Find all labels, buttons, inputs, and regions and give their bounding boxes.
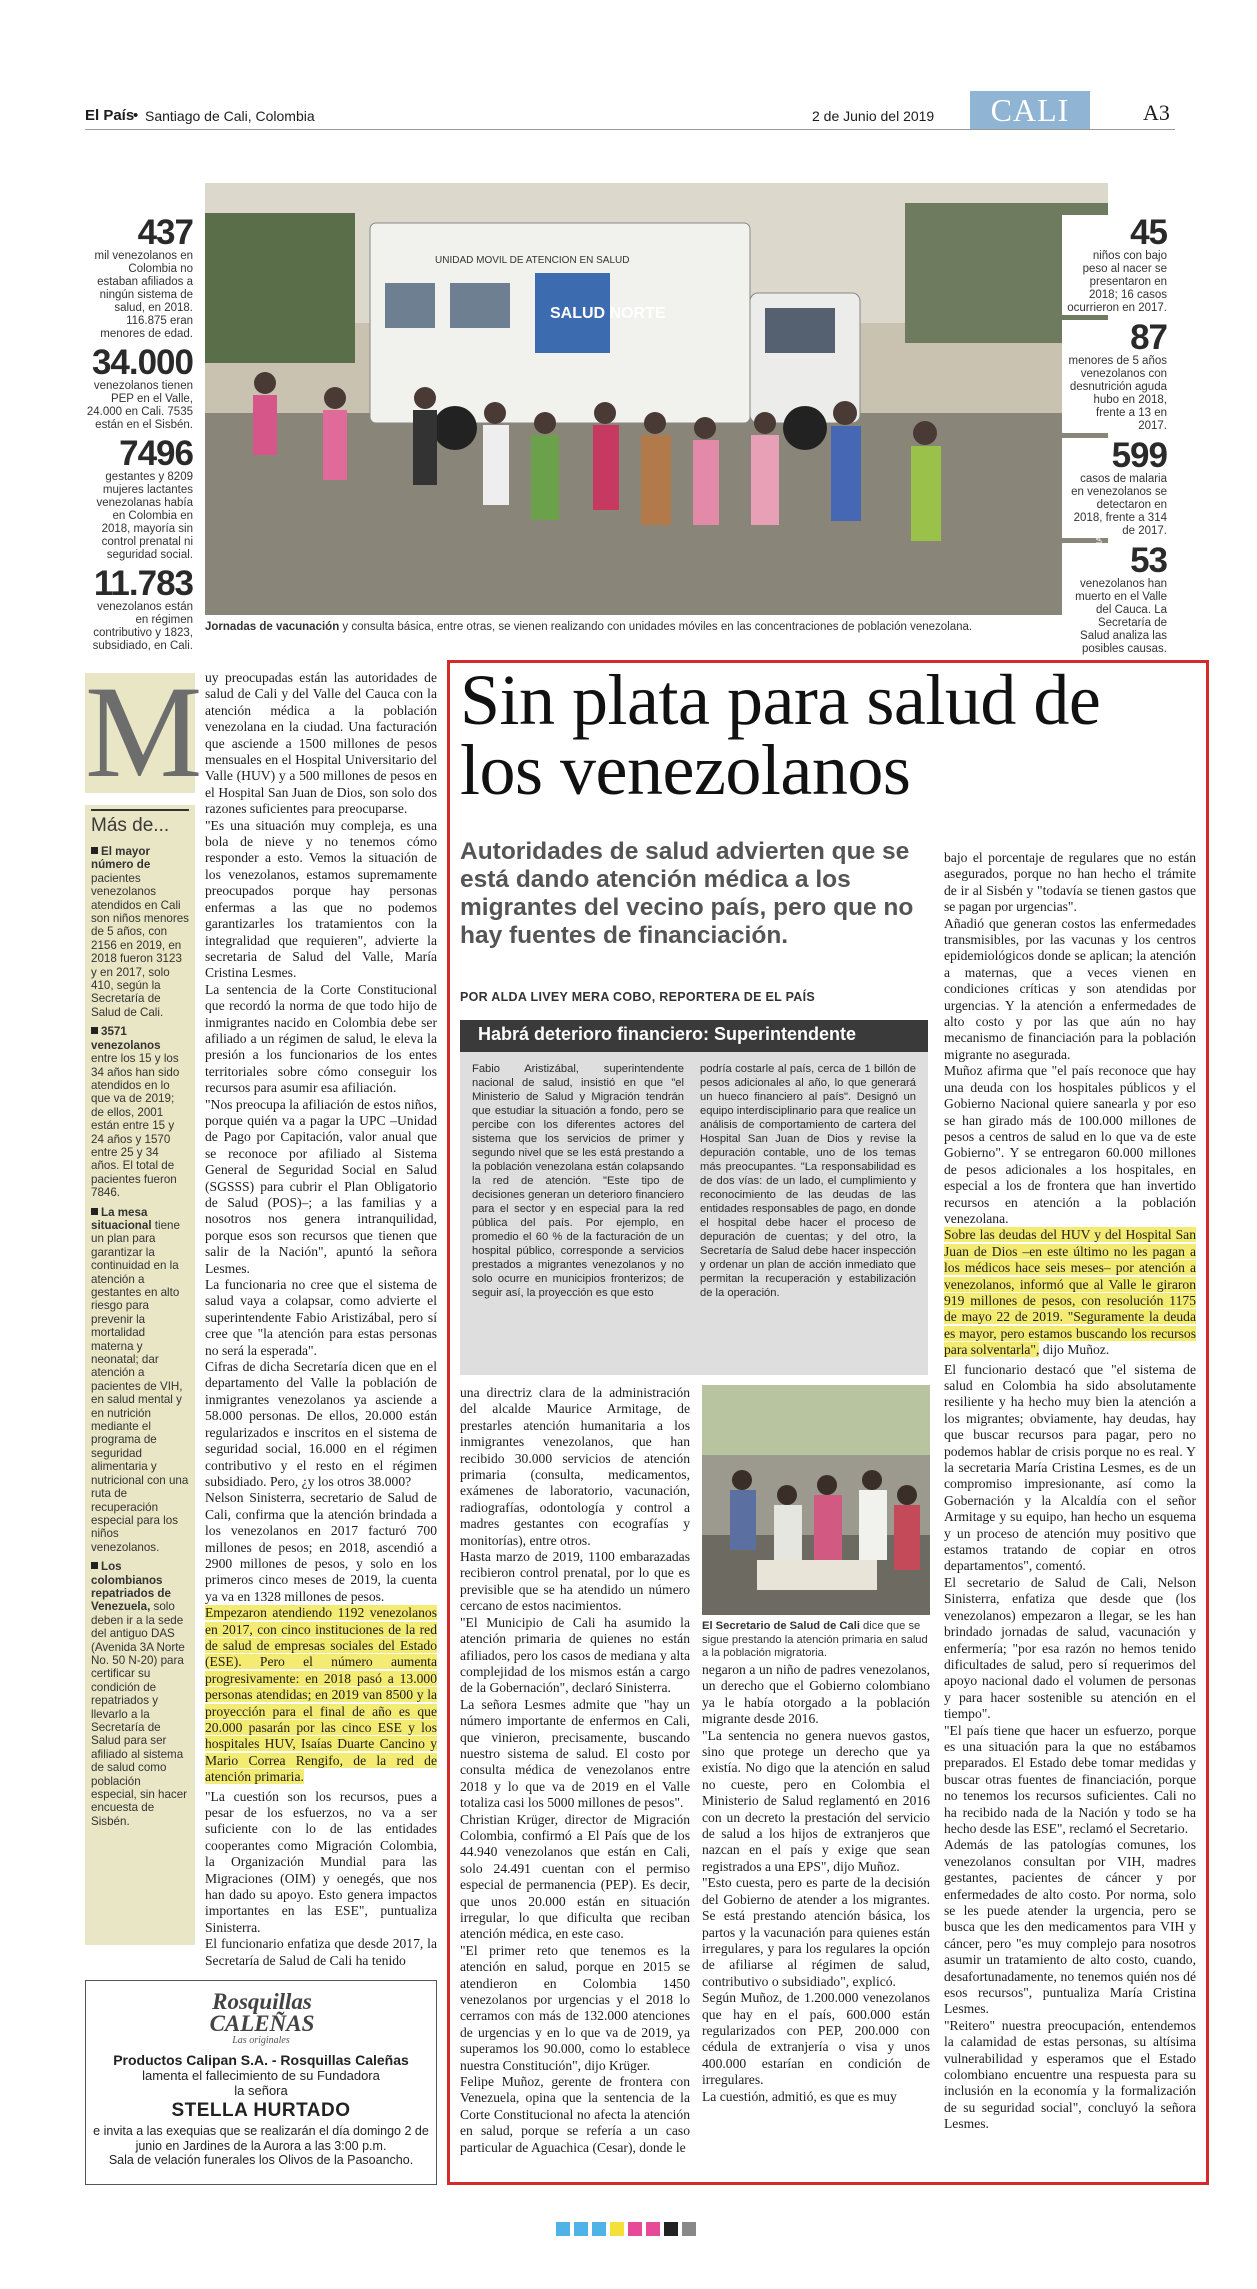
more-sidebar [85, 805, 195, 1945]
ad-line-3: e invita a las exequias que se realizarán el día domingo 2 de junio en Jardines de la Aurora a las 3:00 p.m. [93, 2124, 429, 2153]
article-column-a: una directriz clara de la administración del alcalde Maurice Armitage, de prestarles atención humanitaria a los inmigrantes venezolanos, que han recibido 30.000 servicios de atención primaria (consulta, medicamentos, exámenes de laboratorio, vacunación, radiografías, odontología y control a madres gestantes con ecografías y monitorías), entre otros. Hasta marzo de 2019, 1100 embarazadas recibieron control prenatal, por lo que es previsible que se ha atendido un número cercano de estos nacimientos. "El Municipio de Cali ha asumido la atención primaria de quienes no están afiliados, pero los casos de mediana y alta complejidad de los mismos están a cargo de la Gobernación", declaró Sinisterra. La señora Lesmes admite que "hay un número importante de enfermos en Cali, que vinieron, precisamente, buscando nuestro sistema de salud. El costo por consulta médica de venezolanos entre 2018 y lo que va de 2019 en el Valle totaliza casi los 5000 millones de pesos". Christian Krüger, director de Migración Colombia, confirmó a El País que de los 44.940 venezolanos que están en Cali, solo 24.491 cuentan con el permiso especial de permanencia (PEP). Es decir, que unos 20.000 están en situación irregular, lo que dificulta que reciban atención médica, en este caso. "El primer reto que tenemos es la atención en salud, porque en 2015 se atendieron en Colombia 1450 venezolanos por urgencias y el 2018 lo cerramos con más de 132.000 atenciones de urgencias y en lo que va de 2019, ya superamos los 90.000, como lo establece nuestra Constitución", dijo Krüger. Felipe Muñoz, gerente de frontera con Venezuela, opina que la sentencia de la Corte Constitucional no afecta la atención en salud, porque se refería a un caso particular de Aguachica (Cesar), donde le [460, 1385, 690, 2155]
secretary-photo [702, 1385, 930, 1615]
headline: Sin plata para salud de los venezolanos [460, 660, 1101, 810]
header-location: Santiago de Cali, Colombia [145, 108, 315, 124]
sidebar-item: La mesa situacional tiene un plan para garantizar la continuidad en la atención a gestantes en alto riesgo para prevenir la mortalidad materna y neonatal; dar atención a pacientes de VIH, en salud mental y en nutrición mediante el programa de seguridad alimentaria y nutricional con una ruta de recuperación especial para los niños venezolanos. [91, 1205, 189, 1554]
sidebar-item: El mayor número de pacientes venezolanos atendidos en Cali son niños menores de 5 años, con 2156 en 2019, en 2018 fueron 3123 y en 2017, solo 410, según la Secretaría de Salud de Cali. [91, 845, 189, 1019]
color-swatch [646, 2222, 660, 2236]
stat-599: 599 casos de malaria en venezolanos se detectaron en 2018, frente a 314 de 2017. [1062, 438, 1167, 538]
dropcap: M [85, 658, 203, 805]
photo-caption-bold: Jornadas de vacunación [205, 621, 340, 633]
article-column-c: bajo el porcentaje de regulares que no están asegurados, porque no han hecho el trámite de ir al Sisbén y "todavía se tienen gastos que se pagan por urgencias". Añadió que generan costos las enfermedades transmisibles, por las vacunas y los centros epidemiológicos donde se aplican; la atención a maternas, que a veces vienen en condiciones críticas y son atendidas por urgencias. Y la atención a enfermedades de alto costo y por las que aún no hay mecanismo de financiación para la población migrante no asegurada. Muñoz afirma que "el país reconoce que hay una deuda con los hospitales públicos y el Gobierno Nacional quiere sanearla y por eso se han girado más de 100.000 millones de pesos a centros de salud en lo que va de este Gobierno". Y se entregaron 60.000 millones de pesos adicionales a los hospitales, en especial a los de frontera que han invertido recursos en atención a la población venezolana. Sobre las deudas del HUV y del Hospital San Juan de Dios –en este último no les pagan a los médicos hace seis meses– por atención a venezolanos, informó que al Valle le giraron 919 millones de pesos, con resolución 1175 de mayo 22 de 2019. "Seguramente la deuda es mayor, pero estamos buscando los recursos para solventarla", dijo Muñoz. El funcionario destacó que "el sistema de salud en Colombia ha sido absolutamente resiliente y ha hecho muy bien la atención a los migrantes; obviamente, hay deudas, hay que buscar recursos para pagar, pero no podemos hablar de crisis porque no es real. Y la secretaria María Cristina Lesmes, es de un compromiso impresionante, así como la Gobernación y la Alcaldía con el señor Armitage y su equipo, han hecho un esquema y un proceso de atención muy positivo que estamos tratando de copiar en otros departamentos", comentó. El secretario de Salud de Cali, Nelson Sinisterra, enfatiza que desde que (los venezolanos) empezaron a llegar, se les han brindado jornadas de salud, vacunación y enfermería; "por esa razón no hemos tenido dificultades de salud, pero sí requerimos del apoyo nacional dado el volumen de personas y para hacer sostenible su atención en el tiempo". "El país tiene que hacer un esfuerzo, porque es una situación para la que no estábamos preparados. El Estado debe tomar medidas y buscar otras fuentes de financiación, porque no tenemos los recursos suficientes. Cali no ha recibido nada de la Nación y todo se ha hecho desde las ESE", reclamó el Secretario. Además de las patologías comunes, los venezolanos consultan por VIH, madres gestantes, pacientes de cáncer y por enfermedades de alto costo. Por norma, solo se les puede atender la urgencia, pero se busca que les den medicamentos para VIH y cáncer, pero "es muy complejo para nosotros asumir un tratamiento de alto costo, cuando, desafortunadamente, no tenemos quién nos dé esos recursos", puntualiza María Cristina Lesmes. "Reitero" nuestra preocupación, entendemos la calamidad de estas personas, su altísima vulnerabilidad y esperamos que el Estado colombiano encuentre una respuesta para su inclusión en la economía y la formalización de su seguridad social", concluyó la señora Lesmes. [944, 850, 1196, 2132]
sidebar-title: Más de... [91, 809, 189, 837]
subhead: Autoridades de salud advierten que se está dando atención médica a los migrantes del vecino país, pero que no hay fuentes de financiación. [460, 838, 914, 949]
sidebar-item: Los colombianos repatriados de Venezuela, solo deben ir a la sede del antiguo DAS (Avenida 3A Norte No. 50 N-20) para certificar su condición de repatriados y llevarlo a la Secretaría de Salud para ser afiliado al sistema de salud como población especial, sin hacer encuesta de Sisbén. [91, 1560, 188, 1828]
ad-company: Productos Calipan S.A. - Rosquillas Caleñas [113, 2052, 409, 2068]
stat-34000: 34.000 venezolanos tienen PEP en el Valle, 24.000 en Cali. 7535 están en el Sisbén. [86, 343, 193, 431]
left-article-column [205, 670, 437, 1970]
vaccination-scene-image [205, 183, 1108, 615]
color-swatch [664, 2222, 678, 2236]
stat-87: 87 menores de 5 años venezolanos con desnutrición aguda hubo en 2018, frente a 13 en 2017. [1062, 320, 1167, 433]
ad-line-2: la señora [234, 2083, 288, 2098]
left-article-bottom: "La cuestión son los recursos, pues a pesar de los esfuerzos, no va a ser suficiente con lo de las entidades cooperantes como Migración Colombia, la Organización Mundial para las Migraciones (OIM) y oenegés, que nos han dado su apoyo. Esto genera impactos importantes en las ESE", puntualiza Sinisterra. El funcionario enfatiza que desde 2017, la Secretaría de Salud de Cali ha tenido [205, 1788, 437, 1968]
main-photo [205, 183, 1108, 615]
photo-caption [205, 620, 1085, 634]
article-column-b: negaron a un niño de padres venezolanos, un derecho que el Gobierno colombiano ya le había otorgado a la población migrante desde 2016. "La sentencia no genera nuevos gastos, sino que protege un derecho que ya existía. No digo que la atención en salud no cueste, pero en Colombia el Ministerio de Salud reglamentó en 2016 con un decreto la prestación del servicio de salud a los hijos de extranjeros que nazcan en el país y exige que sean registrados a una EPS", dijo Muñoz. "Esto cuesta, pero es parte de la decisión del Gobierno de atender a los migrantes. Se está prestando atención básica, los partos y la vacunación para quienes están irregulares, y para los regulares la opción de afiliarse al régimen de salud, contributivo o subsidiado", explicó. Según Muñoz, de 1.200.000 venezolanos que hay en el país, 600.000 están regularizados con PEP, 200.000 con cédula de extranjería o visa y unos 400.000 estarían en condición de irregulares. La cuestión, admitió, es que es muy [702, 1662, 930, 2104]
right-stats [1062, 215, 1167, 656]
sidebar-item: 3571 venezolanos entre los 15 y los 34 años han sido atendidos en lo que va de 2019; de ellos, 2001 están entre 15 y 24 años y 1570 entre 25 y 34 años. El total de pacientes fueron 7846. [91, 1025, 180, 1200]
stat-7496: 7496 gestantes y 8209 mujeres lactantes venezolanas había en Colombia en 2018, mayoría sin control prenatal ni seguridad social. [96, 434, 193, 561]
dropcap-block [85, 658, 203, 805]
stat-45: 45 niños con bajo peso al nacer se presentaron en 2018; 16 casos ocurrieron en 2017. [1062, 215, 1167, 315]
color-bar [556, 2222, 696, 2236]
ad-line-1: lamenta el fallecimiento de su Fundadora [142, 2068, 380, 2083]
page-header [85, 92, 1175, 130]
superintendent-box [460, 1020, 928, 1375]
ad-logo: Rosquillas CALEÑAS [209, 1989, 315, 2036]
left-stats [85, 215, 193, 653]
header-bullet: • [133, 107, 139, 124]
box-col-1: Fabio Aristizábal, superintendente nacional de salud, insistió en que "el Ministerio de Salud y Migración tendrán que estudiar la situación a fondo, pero se percibe con los diferentes actores del sistema que los servicios de primer y segundo nivel que se les está prestando a la población venezolana están colapsando la red de atención. "Este tipo de decisiones generan un deterioro financiero para el sector y en especial para la red pública del país. Por ejemplo, en promedio el 60 % de la facturación de un hospital público, corresponde a servicios prestados a migrantes venezolanos y no solo ocurre en municipios fronterizos; de seguir así, la proyección es que esto [472, 1063, 684, 1299]
box-col-2: podría costarle al país, cerca de 1 billón de pesos adicionales al año, lo que generará un hueco financiero al país". Designó un equipo interdisciplinario para que realice un análisis de comportamiento de cartera del Hospital San Juan de Dios y revise la depuración contable, uno de los temas más preocupantes. "La responsabilidad es de dos vías: de un lado, el cumplimiento y reconocimiento de las deudas de las entidades responsables de pago, en donde el hospital debe hacer el proceso de depuración de cuentas; y del otro, la Secretaría de Salud debe hacer inspección y ordenar un plan de acción inmediato que permitan la recuperación y estabilización de la operación. [700, 1063, 916, 1299]
box-title: Habrá deterioro financiero: Superintendente [460, 1020, 928, 1052]
truck-brand: SALUD NORTE [550, 305, 666, 322]
stat-53: 53 venezolanos han muerto en el Valle del Cauca. La Secretaría de Salud analiza las posibles causas. [1062, 543, 1167, 656]
header-date: 2 de Junio del 2019 [812, 108, 935, 124]
stat-437: 437 mil venezolanos en Colombia no estaban afiliados a ningún sistema de salud, en 2018. 116.875 eran menores de edad. [94, 213, 193, 340]
left-article-highlight: Empezaron atendiendo 1192 venezolanos en 2017, con cinco instituciones de la red de salud de empresas sociales del Estado (ESE). Pero el número aumenta progresivamente: en 2018 pasó a 13.000 personas atendidas; en 2019 van 8500 y la proyección para el final de año es que 20.000 pasarán por las cinco ESE y los hospitales HUV, Isaías Duarte Cancino y Mario Correa Rengifo, de la red de atención primaria. [205, 1605, 437, 1785]
page-number: A3 [1143, 100, 1170, 125]
color-swatch [682, 2222, 696, 2236]
secretary-photo-caption: El Secretario de Salud de Cali dice que se sigue prestando la atención primaria en salud a la población migratoria. [702, 1620, 928, 1659]
truck-label: UNIDAD MOVIL DE ATENCION EN SALUD [435, 255, 630, 266]
stat-11783: 11.783 venezolanos están en régimen contributivo y 1823, subsidiado, en Cali. [92, 564, 193, 652]
left-article-top: uy preocupadas están las autoridades de salud de Cali y del Valle del Cauca con la atención médica a la población venezolana en la ciudad. Una facturación que asciende a 1500 millones de pesos mensuales en el Hospital Universitario del Valle (HUV) y a 500 millones de pesos en el Hospital San Juan de Dios, son solo dos razones suficientes para preocuparse. "Es una situación muy compleja, es una bola de nieve y no tenemos cómo responder a esto. Vemos la situación de los venezolanos, estamos supremamente preocupados porque hay personas enfermas a las que no podemos garantizarles los tratamientos con la integralidad que requieren", advierte la secretaria de Salud del Valle, María Cristina Lesmes. La sentencia de la Corte Constitucional que recordó la norma de que todo hijo de inmigrantes nacido en Colombia debe ser afiliado a un régimen de salud, le eleva la presión a los funcionarios de los entes territoriales sobre cómo conseguir los recursos para asumir esa afiliación. "Nos preocupa la afiliación de estos niños, porque quién va a pagar la UPC –Unidad de Pago por Capitación, valor anual que se reconoce por afiliado al Sistema General de Seguridad Social en Salud (SGSSS) para cubrir el Plan Obligatorio de Salud (POS)–; a las familias y a nosotros nos genera intranquilidad, porque esos son recursos que tienen que salir de la Nación", apuntó la señora Lesmes. La funcionaria no cree que el sistema de salud vaya a colapsar, como advierte el superintendente Fabio Aristizábal, pero sí cree que "la atención para estas personas no será la esperada". Cifras de dicha Secretaría dicen que en el departamento del Valle la población de inmigrantes venezolanos ya asciende a 58.000 personas. De ellos, 20.000 están regularizados e inscritos en el sistema de seguridad social, 16.000 en el régimen contributivo y el resto en el régimen subsidiado. Pero, ¿y los otros 38.000? Nelson Sinisterra, secretario de Salud de Cali, confirma que la atención brindada a los venezolanos en 2017 facturó 700 millones de pesos; en 2018, ascendió a 2900 millones de pesos, y solo en los primeros cinco meses de 2019, la cuenta ya va en 1328 millones de pesos. [205, 670, 437, 1604]
color-swatch [592, 2222, 606, 2236]
ad-line-4: Sala de velación funerales los Olivos de la Pasoancho. [108, 2153, 414, 2167]
section-tab: CALI [970, 91, 1090, 129]
brand-name: El País [85, 107, 135, 124]
color-swatch [610, 2222, 624, 2236]
color-swatch [574, 2222, 588, 2236]
ad-logo-tag: Las originales [232, 2035, 290, 2046]
health-secretary-image [702, 1385, 930, 1615]
ad-name: STELLA HURTADO [171, 2100, 351, 2121]
color-swatch [556, 2222, 570, 2236]
byline: POR ALDA LIVEY MERA COBO, REPORTERA DE EL PAÍS [460, 990, 816, 1004]
color-swatch [628, 2222, 642, 2236]
obituary-ad [85, 1980, 437, 2185]
photo-caption-text: y consulta básica, entre otras, se vienen realizando con unidades móviles en las concentraciones de población venezolana. [339, 621, 973, 633]
